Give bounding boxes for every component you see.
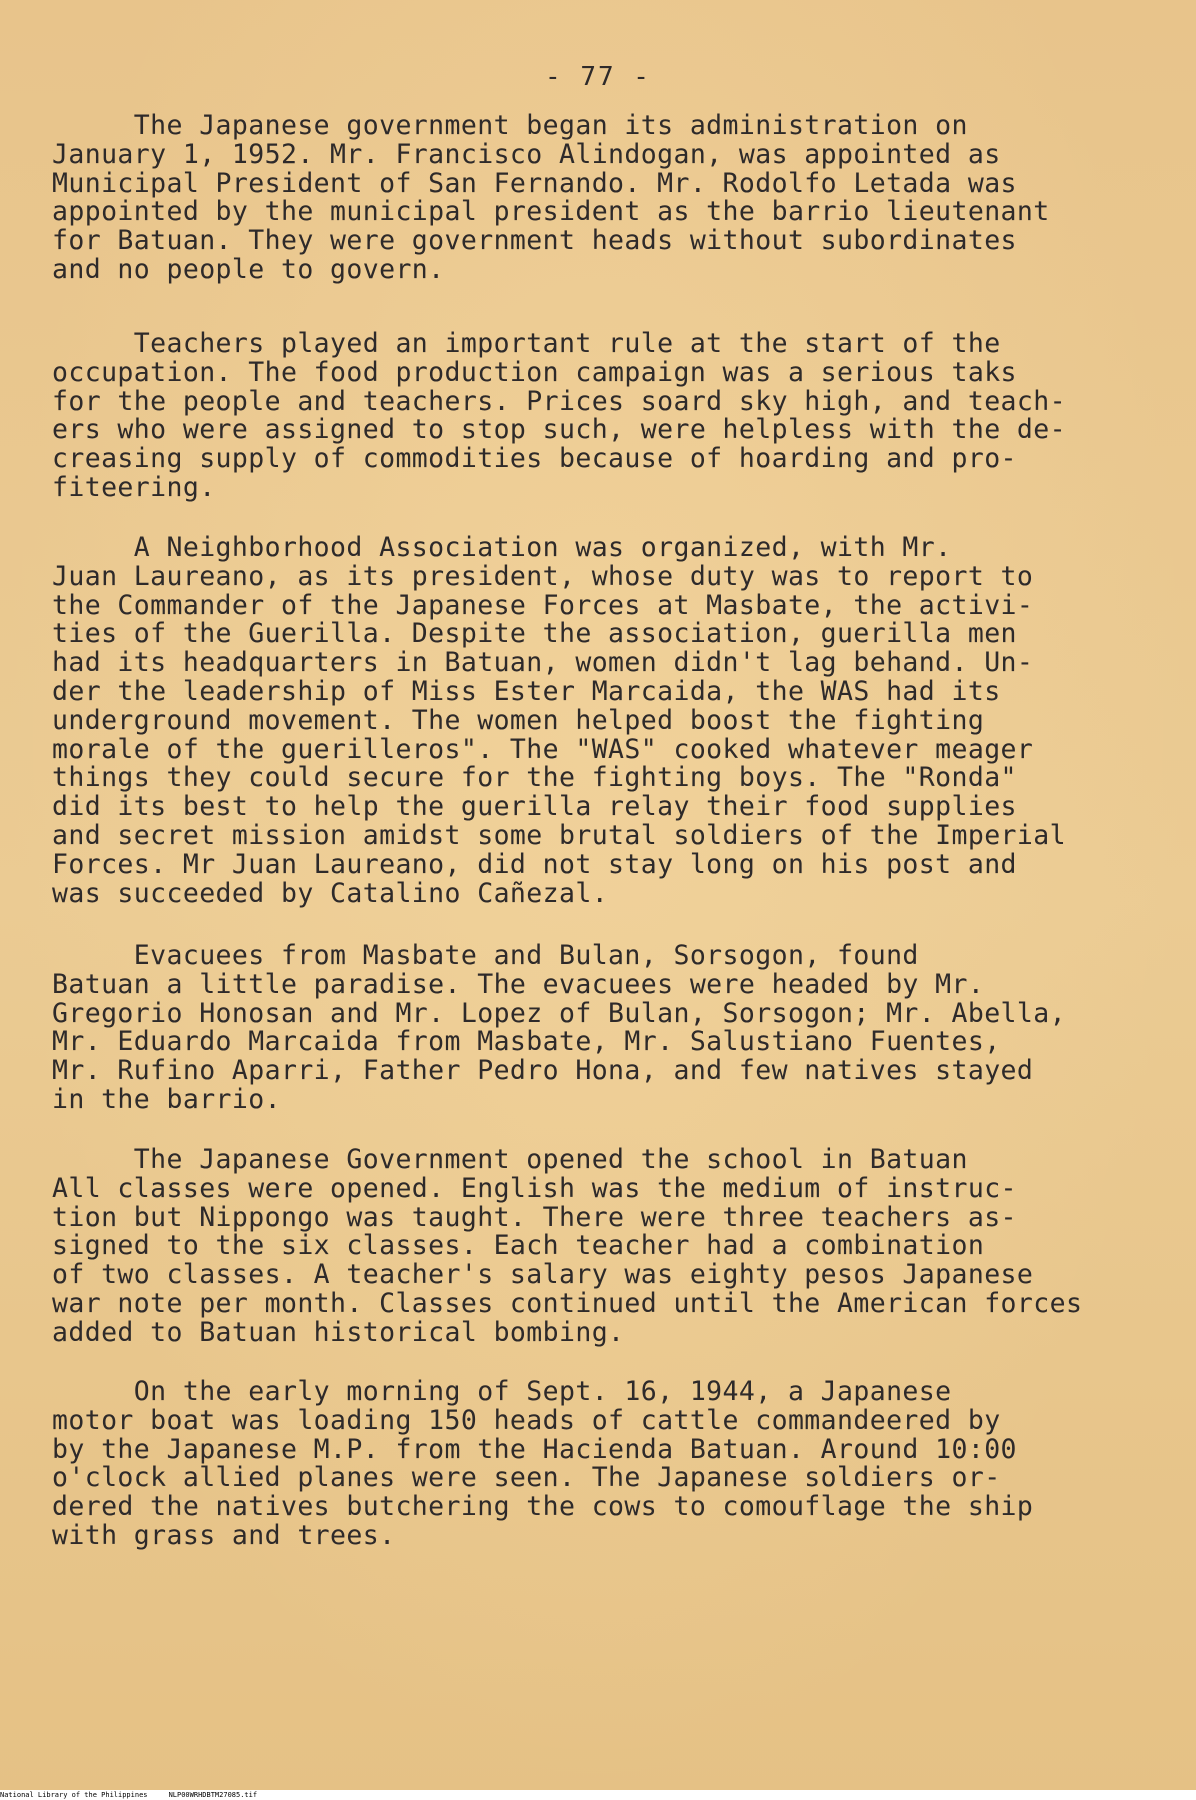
paragraph-teachers: Teachers played an important rule at the start of the occupation. The food production campaign was a serious taks for the people and teachers. Prices soard sky high, and teach- ers who were assigned to stop such, were helpless with the de- creasing supply of commodities because of hoarding and pro- fiteering.: [52, 328, 1066, 503]
paragraph-neighborhood-association: A Neighborhood Association was organized, with Mr. Juan Laureano, as its president, whose duty was to report to the Commander of the Japanese Forces at Masbate, the activi- ties of the Guerilla. Despite the association, guerilla men had its headquarters in Batuan, women didn't lag behand. Un- der the leadership of Miss Ester Marcaida, the WAS had its underground movement. The women helped boost the fighting morale of the guerilleros". The "WAS" cooked whatever meager things they could secure for the fighting boys. The "Ronda" did its best to help the guerilla relay their food supplies and secret mission amidst some brutal soldiers of the Imperial Forces. Mr Juan Laureano, did not stay long on his post and was succeeded by Catalino Cañezal.: [52, 532, 1066, 909]
scan-footer-bar: [0, 1790, 1196, 1800]
scan-footer-text: National Library of the Philippines NLP00WRHDBTM27085.tif: [0, 1791, 258, 1799]
paragraph-evacuees: Evacuees from Masbate and Bulan, Sorsogon, found Batuan a little paradise. The evacuees were headed by Mr. Gregorio Honosan and Mr. Lopez of Bulan, Sorsogon; Mr. Abella, Mr. Eduardo Marcaida from Masbate, Mr. Salustiano Fuentes, Mr. Rufino Aparri, Father Pedro Hona, and few natives stayed in the barrio.: [52, 940, 1066, 1115]
paragraph-school: The Japanese Government opened the school in Batuan All classes were opened. English was the medium of instruc- tion but Nippongo was taught. There were three teachers as- signed to the six classes. Each teacher had a combination of two classes. A teacher's salary was eighty pesos Japanese war note per month. Classes continued until the American forces added to Batuan historical bombing.: [52, 1144, 1083, 1348]
page-number: - 77 -: [545, 62, 651, 92]
paragraph-cattle: On the early morning of Sept. 16, 1944, a Japanese motor boat was loading 150 heads of cattle commandeered by by the Japanese M.P. from the Hacienda Batuan. Around 10:00 o'clock allied planes were seen. The Japanese soldiers or- dered the natives butchering the cows to comouflage the ship with grass and trees.: [52, 1376, 1034, 1551]
paragraph-administration: The Japanese government began its administration on January 1, 1952. Mr. Francisco Alindogan, was appointed as Municipal President of San Fernando. Mr. Rodolfo Letada was appointed by the municipal president as the barrio lieutenant for Batuan. They were government heads without subordinates and no people to govern.: [52, 110, 1050, 285]
